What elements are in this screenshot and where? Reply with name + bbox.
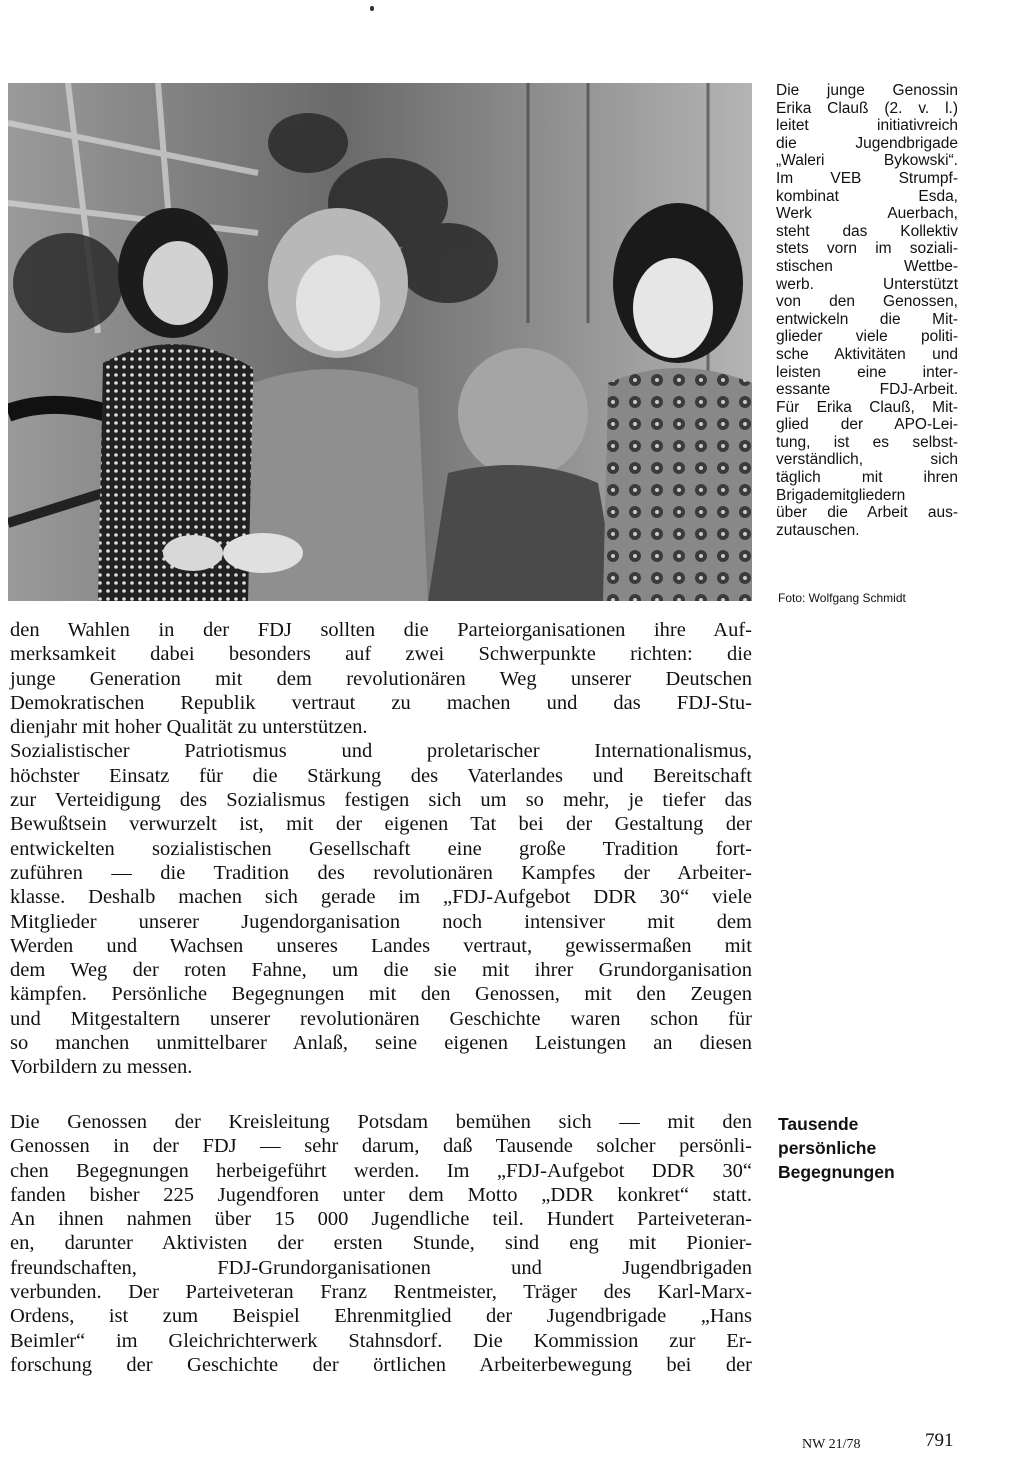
text-line: kämpfen. Persönliche Begegnungen mit den Genossen, mit den Zeugen bbox=[10, 983, 752, 1006]
text-line: en, darunter Aktivisten der ersten Stunde, sind eng mit Pionier- bbox=[10, 1232, 752, 1255]
text-line: junge Generation mit dem revolutionären Weg unserer Deutschen bbox=[10, 667, 752, 690]
margin-heading-line: Tausende bbox=[778, 1114, 859, 1134]
text-line: höchster Einsatz für die Stärkung des Vaterlandes und Bereitschaft bbox=[10, 764, 752, 787]
caption-line: Erika Clauß (2. v. l.) bbox=[776, 99, 958, 117]
photo-credit: Foto: Wolfgang Schmidt bbox=[778, 591, 906, 605]
text-line: Mitglieder unserer Jugendorganisation noch intensiver mit dem bbox=[10, 910, 752, 933]
caption-line: tung, ist es selbst- bbox=[776, 433, 958, 451]
text-line: freundschaften, FDJ-Grundorganisationen und Jugendbrigaden bbox=[10, 1256, 752, 1279]
text-line: An ihnen nahmen über 15 000 Jugendliche teil. Hundert Parteiveteran- bbox=[10, 1208, 752, 1231]
caption-line: entwickeln die Mit- bbox=[776, 310, 958, 328]
caption-line: werb. Unterstützt bbox=[776, 275, 958, 293]
text-line: chen Begegnungen herbeigeführt werden. Im „FDJ-Aufgebot DDR 30“ bbox=[10, 1159, 752, 1182]
caption-line: glieder viele politi- bbox=[776, 328, 958, 346]
text-line: und Mitgestaltern unserer revolutionären Geschichte waren schon für bbox=[10, 1007, 752, 1030]
caption-line: die Jugendbrigade bbox=[776, 134, 958, 152]
caption-line: zutauschen. bbox=[776, 521, 860, 539]
body-paragraph-2 bbox=[10, 1110, 752, 1377]
text-line: dem Weg der roten Fahne, um die sie mit ihrer Grundorganisation bbox=[10, 959, 752, 982]
caption-line: verständlich, sich bbox=[776, 451, 958, 469]
caption-line: essante FDJ-Arbeit. bbox=[776, 381, 958, 399]
caption-line: von den Genossen, bbox=[776, 293, 958, 311]
text-line: Werden und Wachsen unseres Landes vertraut, gewissermaßen mit bbox=[10, 934, 752, 957]
text-line: Beimler“ im Gleichrichterwerk Stahnsdorf. Die Kommission zur Er- bbox=[10, 1329, 752, 1352]
caption-line: über die Arbeit aus- bbox=[776, 504, 958, 522]
margin-heading-line: Begegnungen bbox=[778, 1162, 895, 1182]
text-line: fanden bisher 225 Jugendforen unter dem Motto „DDR konkret“ statt. bbox=[10, 1183, 752, 1206]
page-number: 791 bbox=[925, 1430, 954, 1451]
text-line: dienjahr mit hoher Qualität zu unterstützen. bbox=[10, 716, 368, 739]
text-line: zuführen — die Tradition des revolutionären Kampfes der Arbeiter- bbox=[10, 861, 752, 884]
caption-line: leitet initiativreich bbox=[776, 117, 958, 135]
text-line: Bewußtsein verwurzelt ist, mit der eigenen Tat bei der Gestaltung der bbox=[10, 813, 752, 836]
caption-line: leisten eine inter- bbox=[776, 363, 958, 381]
text-line: klasse. Deshalb machen sich gerade im „FDJ-Aufgebot DDR 30“ viele bbox=[10, 886, 752, 909]
caption-line: Brigademitgliedern bbox=[776, 486, 906, 504]
body-paragraph-1 bbox=[10, 618, 752, 1080]
caption-line: kombinat Esda, bbox=[776, 187, 958, 205]
caption-line: Werk Auerbach, bbox=[776, 205, 958, 223]
text-line: entwickelten sozialistischen Gesellschaft eine große Tradition fort- bbox=[10, 837, 752, 860]
text-line: verbunden. Der Parteiveteran Franz Rentmeister, Träger des Karl-Marx- bbox=[10, 1281, 752, 1304]
caption-line: täglich mit ihren bbox=[776, 469, 958, 487]
caption-line: glied der APO-Lei- bbox=[776, 416, 958, 434]
text-line: Die Genossen der Kreisleitung Potsdam bemühen sich — mit den bbox=[10, 1111, 752, 1133]
caption-line: steht das Kollektiv bbox=[776, 222, 958, 240]
text-line: zur Verteidigung des Sozialismus festigen sich um so mehr, je tiefer das bbox=[10, 789, 752, 812]
text-line: merksamkeit dabei besonders auf zwei Schwerpunkte richten: die bbox=[10, 643, 752, 666]
text-line: so manchen unmittelbarer Anlaß, seine eigenen Leistungen an diesen bbox=[10, 1032, 752, 1055]
photo-illustration bbox=[8, 83, 752, 601]
text-line: Sozialistischer Patriotismus und proletarischer Internationalismus, bbox=[10, 740, 752, 763]
caption-line: Die junge Genossin bbox=[776, 82, 958, 99]
print-speck bbox=[370, 6, 374, 11]
margin-heading-line: persönliche bbox=[778, 1138, 877, 1158]
text-line: forschung der Geschichte der örtlichen Arbeiterbewegung bei der bbox=[10, 1353, 752, 1376]
news-photo bbox=[8, 83, 752, 601]
text-line: Ordens, ist zum Beispiel Ehrenmitglied der Jugendbrigade „Hans bbox=[10, 1305, 752, 1328]
photo-caption bbox=[776, 82, 958, 539]
caption-line: Im VEB Strumpf- bbox=[776, 169, 958, 187]
text-line: den Wahlen in der FDJ sollten die Parteiorganisationen ihre Auf- bbox=[10, 619, 752, 641]
text-line: Demokratischen Republik vertraut zu machen und das FDJ-Stu- bbox=[10, 691, 752, 714]
margin-heading bbox=[778, 1112, 958, 1184]
text-line: Vorbildern zu messen. bbox=[10, 1056, 193, 1079]
caption-line: stischen Wettbe- bbox=[776, 257, 958, 275]
caption-line: Für Erika Clauß, Mit- bbox=[776, 398, 958, 416]
caption-line: „Waleri Bykowski“. bbox=[776, 152, 958, 170]
text-line: Genossen in der FDJ — sehr darum, daß Tausende solcher persönli- bbox=[10, 1135, 752, 1158]
caption-line: sche Aktivitäten und bbox=[776, 345, 958, 363]
journal-reference: NW 21/78 bbox=[802, 1437, 861, 1452]
caption-line: stets vorn im soziali- bbox=[776, 240, 958, 258]
